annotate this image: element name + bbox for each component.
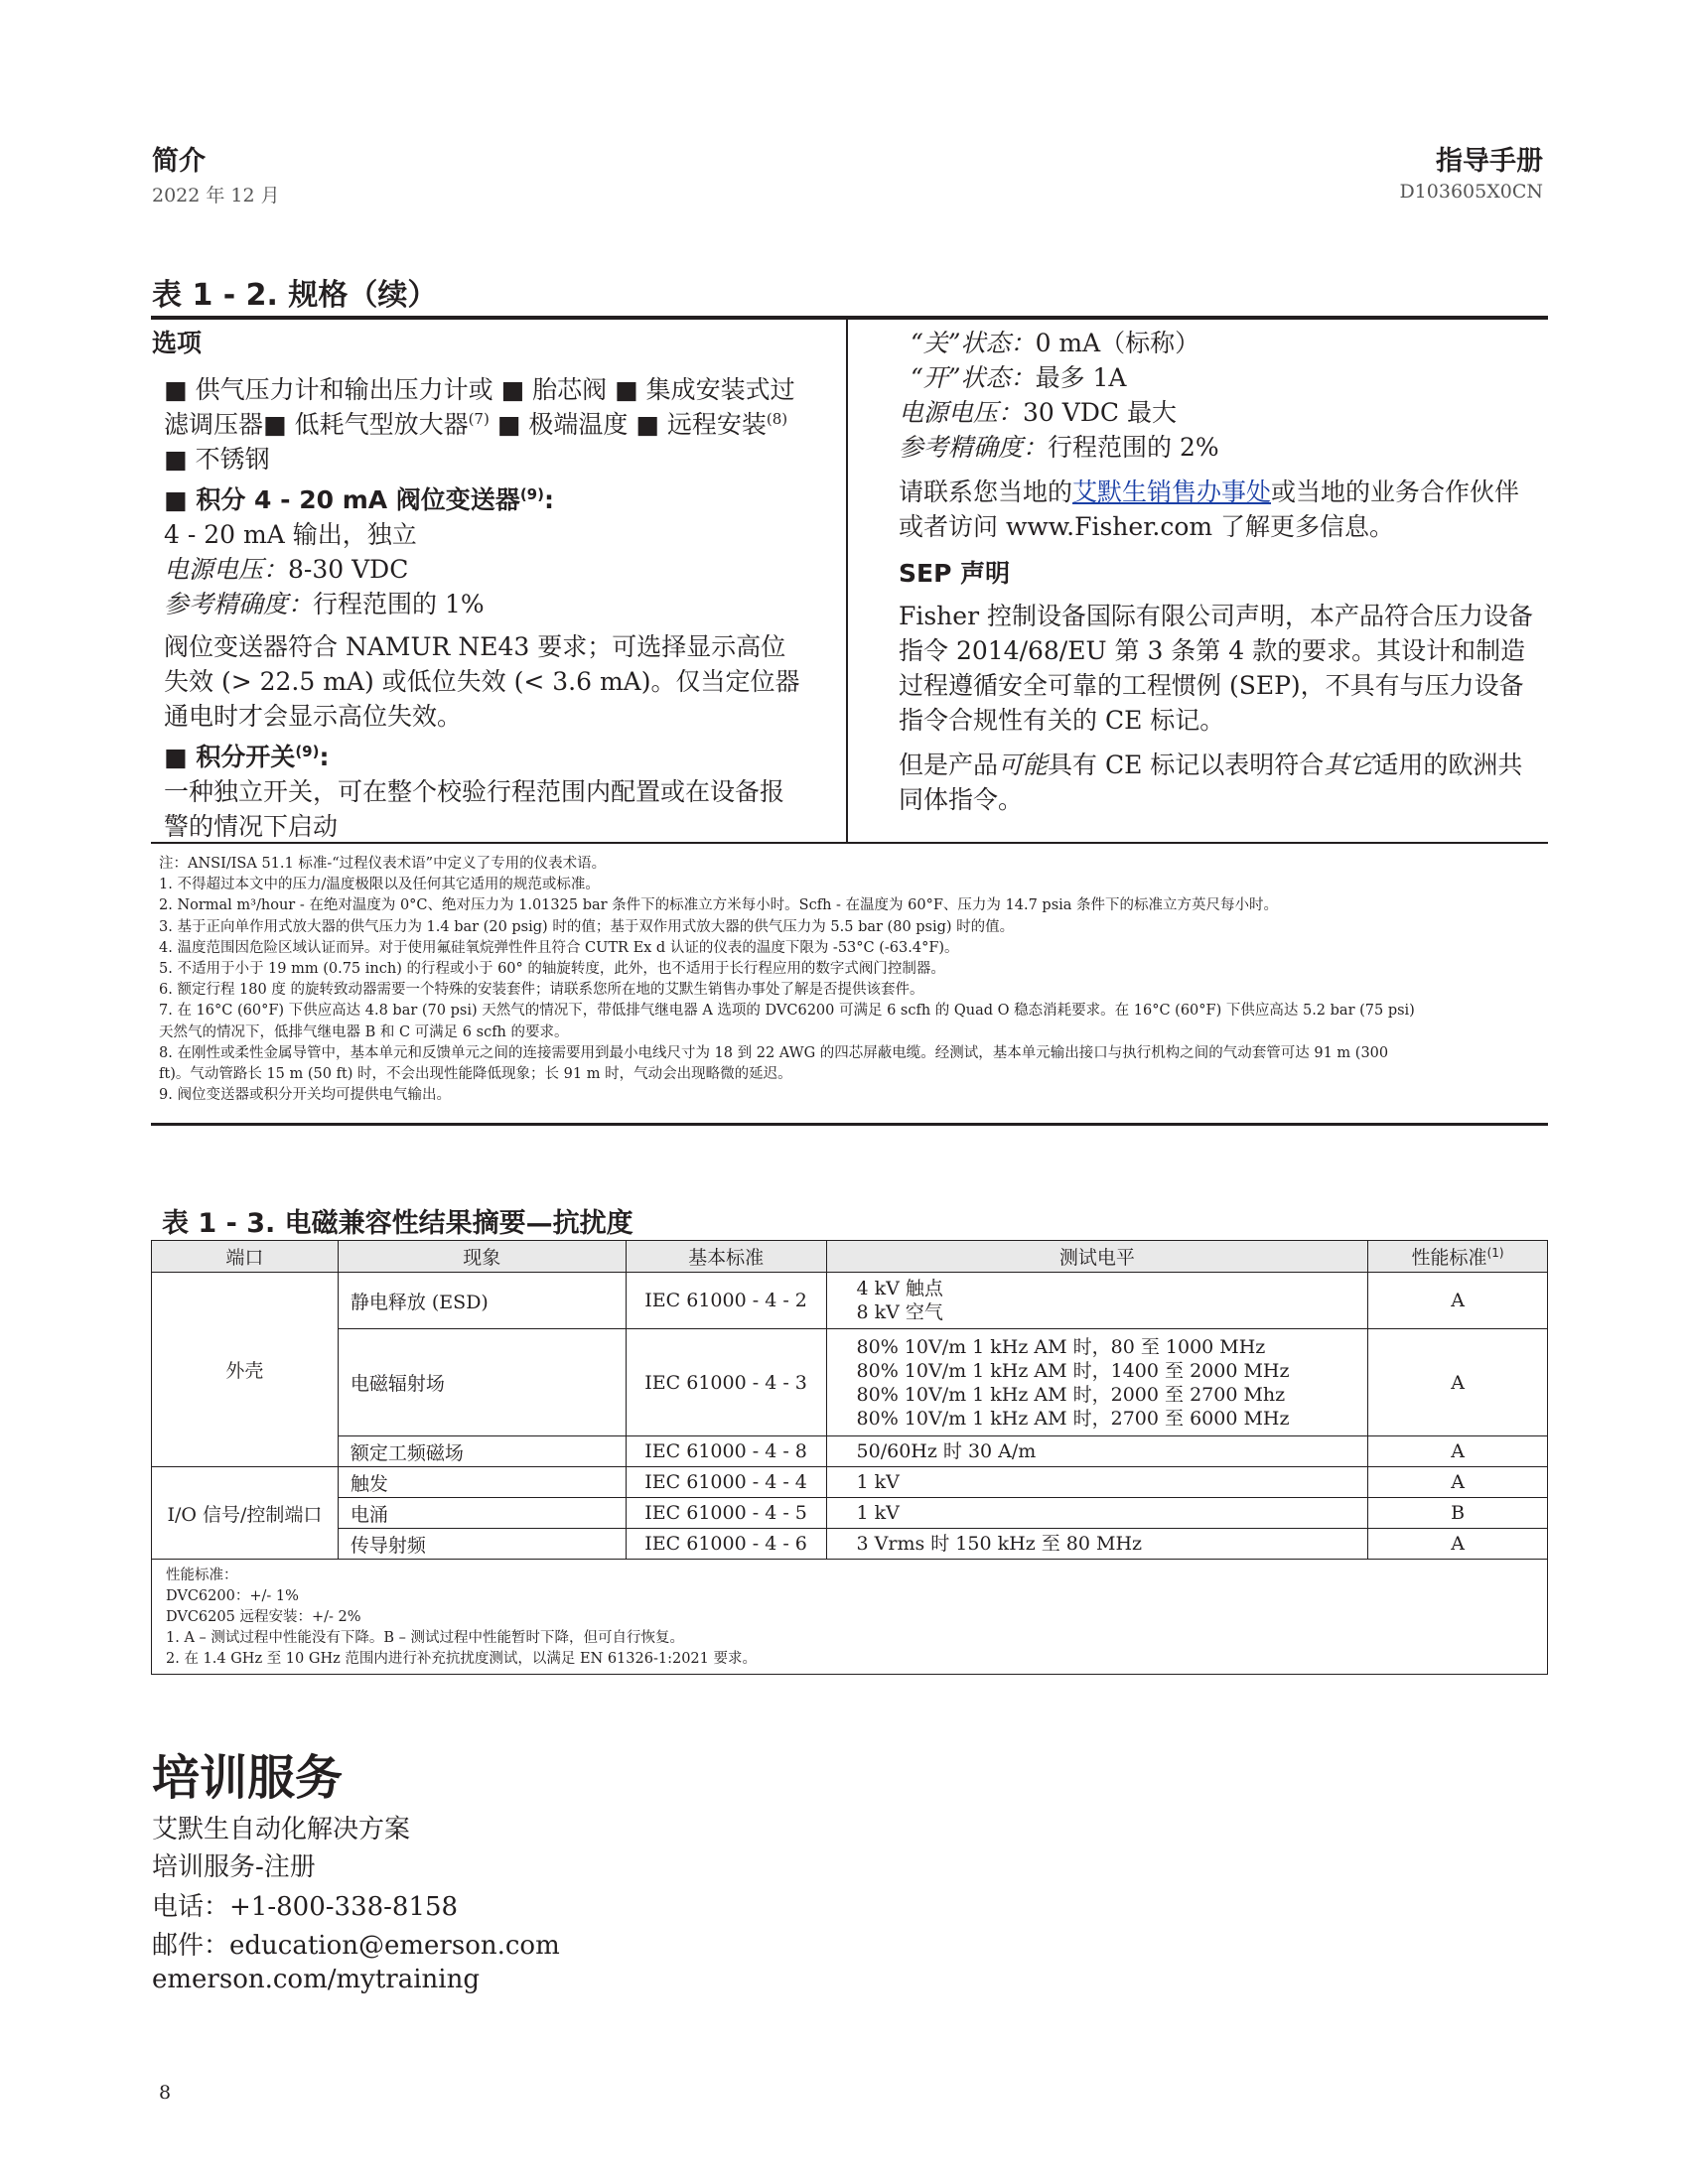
publication-date: 2022 年 12 月 <box>152 185 280 206</box>
level-cell: 4 kV 触点 8 kV 空气 <box>826 1273 1368 1329</box>
note-line: ft)。气动管路长 15 m (50 ft) 时，不会出现性能降低现象；长 91 m 时，气动会出现略微的延迟。 <box>159 1066 792 1083</box>
section-title: 简介 <box>152 146 206 177</box>
options-list: ■ 供气压力计和输出压力计或 ■ 胎芯阀 ■ 集成安装式过滤调压器■ 低耗气型放大器$^{(7)}$ ■ 极端温度 ■ 远程安装$^{(8)}$ ■ 不锈钢 <box>164 375 795 474</box>
emc-immunity-table <box>151 1240 1548 1675</box>
criteria-cell: A <box>1368 1329 1548 1436</box>
criteria-cell: B <box>1368 1498 1548 1529</box>
table-header-row <box>152 1241 1548 1273</box>
standard-cell: IEC 61000 - 4 - 6 <box>626 1529 826 1560</box>
level-cell: 1 kV <box>826 1467 1368 1498</box>
criteria-cell: A <box>1368 1436 1548 1467</box>
transmitter-output: 4 - 20 mA 输出，独立 <box>164 520 417 549</box>
header-standard: 基本标准 <box>626 1241 826 1273</box>
table-row <box>152 1273 1548 1329</box>
switch-accuracy: 参考精确度：行程范围的 2% <box>899 433 1219 462</box>
note-line: 4. 温度范围因危险区域认证而异。对于使用氟硅氧烷弹性件且符合 CUTR Ex d 认证的仪表的温度下限为 -53°C (-63.4°F)。 <box>159 939 959 956</box>
level-cell: 1 kV <box>826 1498 1368 1529</box>
criteria-cell: A <box>1368 1467 1548 1498</box>
sep-statement: Fisher 控制设备国际有限公司声明，本产品符合压力设备指令 2014/68/EU 第 3 条第 4 款的要求。其设计和制造过程遵循安全可靠的工程惯例 (SEP)，不具有与压力设备指令合规性有关的 CE 标记。 <box>899 602 1533 735</box>
phenomenon-cell: 电磁辐射场 <box>338 1329 626 1436</box>
training-company: 艾默生自动化解决方案 <box>152 1815 411 1844</box>
note-line: 5. 不适用于小于 19 mm (0.75 inch) 的行程或小于 60° 的轴旋转度，此外，也不适用于长行程应用的数字式阀门控制器。 <box>159 961 945 978</box>
header-phenomenon: 现象 <box>338 1241 626 1273</box>
sep-ce-note: 但是产品可能具有 CE 标记以表明符合其它适用的欧洲共同体指令。 <box>899 751 1523 814</box>
note-line: 7. 在 16°C (60°F) 下供应高达 4.8 bar (70 psi) 天然气的情况下，带低排气继电器 A 选项的 DVC6200 可满足 6 scfh 的 Quad O 稳态消耗要求。在 16°C (60°F) 下供应高达 5.2 bar (75 psi) <box>159 1003 1415 1020</box>
training-registration: 培训服务-注册 <box>152 1852 316 1882</box>
transmitter-accuracy: 参考精确度：行程范围的 1% <box>164 590 485 618</box>
options-heading: 选项 <box>152 329 203 357</box>
training-website[interactable]: emerson.com/mytraining <box>152 1965 480 1994</box>
note-line: 1. 不得超过本文中的压力/温度极限以及任何其它适用的规范或标准。 <box>159 877 600 893</box>
training-heading: 培训服务 <box>152 1750 344 1806</box>
note-line: 注：ANSI/ISA 51.1 标准-“过程仪表术语”中定义了专用的仪表术语。 <box>159 856 607 872</box>
standard-cell: IEC 61000 - 4 - 3 <box>626 1329 826 1436</box>
transmitter-heading: ■ 积分 4 - 20 mA 阀位变送器$^{(9)}$: <box>164 485 554 514</box>
switch-spec-column <box>899 326 1544 817</box>
switch-heading: ■ 积分开关$^{(9)}$: <box>164 743 330 771</box>
header-test-level: 测试电平 <box>826 1241 1368 1273</box>
off-state: “关”状态：0 mA（标称） <box>911 329 1200 357</box>
note-line: 9. 阀位变送器或积分开关均可提供电气输出。 <box>159 1087 451 1104</box>
standard-cell: IEC 61000 - 4 - 2 <box>626 1273 826 1329</box>
sales-office-link[interactable]: 艾默生销售办事处 <box>1072 478 1272 506</box>
table-bottom-rule <box>151 1123 1548 1126</box>
table-1-2-title: 表 1 - 2. 规格（续） <box>152 278 438 313</box>
sep-heading: SEP 声明 <box>899 559 1011 588</box>
phenomenon-cell: 电涌 <box>338 1498 626 1529</box>
note-line: 2. Normal m³/hour - 在绝对温度为 0°C、绝对压力为 1.01325 bar 条件下的标准立方米每小时。Scfh - 在温度为 60°F、压力为 14.7 psia 条件下的标准立方英尺每小时。 <box>159 897 1279 914</box>
header-criteria: 性能标准$^{(1)}$ <box>1368 1241 1548 1273</box>
port-enclosure: 外壳 <box>152 1273 339 1467</box>
options-column <box>152 326 807 844</box>
phenomenon-cell: 触发 <box>338 1467 626 1498</box>
table-row <box>152 1498 1548 1529</box>
level-cell: 50/60Hz 时 30 A/m <box>826 1436 1368 1467</box>
table-row <box>152 1467 1548 1498</box>
table-row <box>152 1436 1548 1467</box>
port-io-signal: I/O 信号/控制端口 <box>152 1467 339 1560</box>
page-number: 8 <box>159 2082 172 2104</box>
transmitter-namur: 阀位变送器符合 NAMUR NE43 要求；可选择显示高位失效 (> 22.5 mA) 或低位失效 (< 3.6 mA)。仅当定位器通电时才会显示高位失效。 <box>164 632 800 731</box>
table-notes <box>159 854 1539 1106</box>
standard-cell: IEC 61000 - 4 - 5 <box>626 1498 826 1529</box>
criteria-cell: A <box>1368 1273 1548 1329</box>
table-row <box>152 1529 1548 1560</box>
manual-type: 指导手册 <box>1436 146 1543 177</box>
table-1-3-title: 表 1 - 3. 电磁兼容性结果摘要—抗扰度 <box>162 1208 633 1239</box>
switch-description: 一种独立开关，可在整个校验行程范围内配置或在设备报警的情况下启动 <box>164 777 785 841</box>
level-cell: 80% 10V/m 1 kHz AM 时，80 至 1000 MHz 80% 10V/m 1 kHz AM 时，1400 至 2000 MHz 80% 10V/m 1 kHz AM 时，2000 至 2700 Mhz 80% 10V/m 1 kHz AM 时，2700 至 6000 MHz <box>826 1329 1368 1436</box>
criteria-cell: A <box>1368 1529 1548 1560</box>
training-email[interactable]: 邮件：education@emerson.com <box>152 1931 560 1961</box>
note-line: 天然气的情况下，低排气继电器 B 和 C 可满足 6 scfh 的要求。 <box>159 1024 569 1040</box>
on-state: “开”状态：最多 1A <box>911 363 1127 392</box>
level-cell: 3 Vrms 时 150 kHz 至 80 MHz <box>826 1529 1368 1560</box>
standard-cell: IEC 61000 - 4 - 8 <box>626 1436 826 1467</box>
note-line: 3. 基于正向单作用式放大器的供气压力为 1.4 bar (20 psig) 时的值；基于双作用式放大器的供气压力为 5.5 bar (80 psig) 时的值。 <box>159 918 1015 935</box>
phenomenon-cell: 静电释放 (ESD) <box>338 1273 626 1329</box>
document-number: D103605X0CN <box>1399 181 1543 203</box>
phenomenon-cell: 传导射频 <box>338 1529 626 1560</box>
table-footnote-row <box>152 1560 1548 1675</box>
header-port: 端口 <box>152 1241 339 1273</box>
note-line: 6. 额定行程 180 度 的旋转致动器需要一个特殊的安装套件；请联系您所在地的艾默生销售办事处了解是否提供该套件。 <box>159 982 924 999</box>
transmitter-supply: 电源电压：8-30 VDC <box>164 555 409 584</box>
phenomenon-cell: 额定工频磁场 <box>338 1436 626 1467</box>
table-top-rule <box>151 316 1548 320</box>
contact-text: 请联系您当地的艾默生销售办事处或当地的业务合作伙伴或者访问 www.Fisher.com 了解更多信息。 <box>899 478 1520 541</box>
standard-cell: IEC 61000 - 4 - 4 <box>626 1467 826 1498</box>
note-line: 8. 在刚性或柔性金属导管中，基本单元和反馈单元之间的连接需要用到最小电线尺寸为 18 到 22 AWG 的四芯屏蔽电缆。经测试，基本单元输出接口与执行机构之间的气动套管可达 91 m (300 <box>159 1044 1389 1061</box>
table-row <box>152 1329 1548 1436</box>
switch-supply: 电源电压：30 VDC 最大 <box>899 398 1177 427</box>
training-phone[interactable]: 电话：+1-800-338-8158 <box>152 1892 459 1922</box>
table-footnotes: 性能标准： DVC6200：+/- 1% DVC6205 远程安装：+/- 2% 1. A – 测试过程中性能没有下降。B – 测试过程中性能暂时下降，但可自行恢复。 2. 在 1.4 GHz 至 10 GHz 范围内进行补充抗扰度测试，以满足 EN 61326-1:2021 要求。 <box>152 1560 1548 1675</box>
column-divider <box>846 320 848 842</box>
